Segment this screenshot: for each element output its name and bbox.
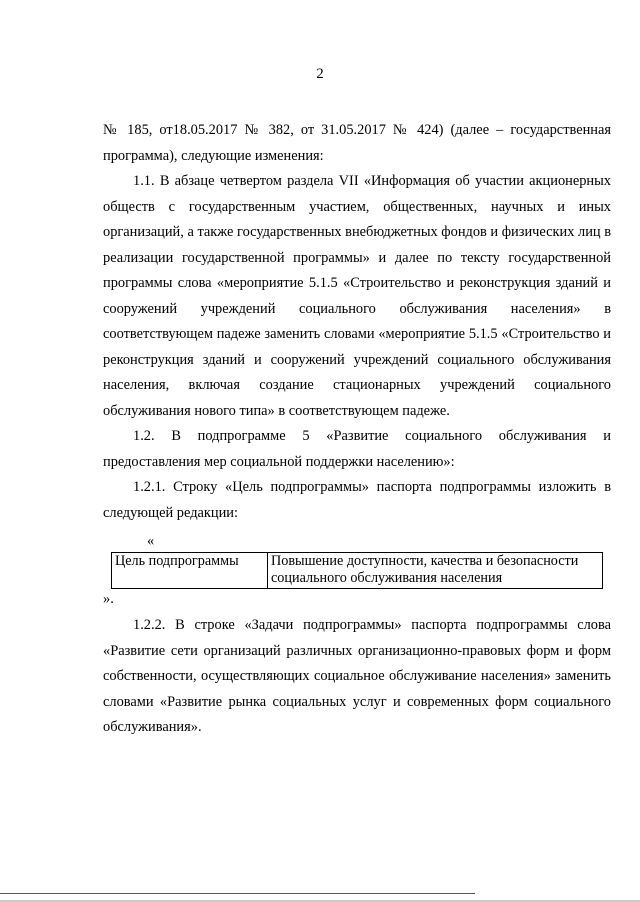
document-body [103, 118, 611, 741]
subprogram-goal-table [111, 552, 603, 589]
paragraph-1-2: 1.2. В подпрограмме 5 «Развитие социального обслуживания и предоставления мер социальной поддержки населению»: [103, 428, 611, 470]
paragraph-1-2-2: 1.2.2. В строке «Задачи подпрограммы» паспорта подпрограммы слова «Развитие сети организаций различных организационно-правовых форм и форм собственности, осуществляющих социальное обслуживание населения» заменить словами «Развитие рынка социальных услуг и современных форм социального обслуживания». [103, 617, 611, 735]
paragraph-intro: № 185, от18.05.2017 № 382, от 31.05.2017 № 424) (далее – государственная программа), следующие изменения: [103, 122, 611, 164]
page-number: 2 [316, 66, 324, 82]
bottom-rule [0, 893, 475, 894]
paragraph-1-2-1: 1.2.1. Строку «Цель подпрограммы» паспорта подпрограммы изложить в следующей редакции: [103, 479, 611, 521]
goal-value-cell: Повышение доступности, качества и безопасности социального обслуживания населения [268, 553, 603, 589]
goal-label-cell: Цель подпрограммы [112, 553, 268, 589]
paragraph-1-1: 1.1. В абзаце четвертом раздела VII «Информация об участии акционерных обществ с государственным участием, общественных, научных и иных организаций, а также государственных внебюджетных фондов и физических лиц в реализации государственной программы» и далее по тексту государственной программы слова «мероприятие 5.1.5 «Строительство и реконструкция зданий и сооружений учреждений социального обслуживания населения» в соответствующем падеже заменить словами «мероприятие 5.1.5 «Строительство и реконструкция зданий и сооружений учреждений социального обслуживания населения, включая создание стационарных учреждений социального обслуживания нового типа» в соответствующем падеже. [103, 173, 611, 419]
table-row [112, 553, 603, 589]
closing-quote-mark: ». [103, 591, 114, 607]
opening-quote-mark: « [147, 533, 155, 549]
